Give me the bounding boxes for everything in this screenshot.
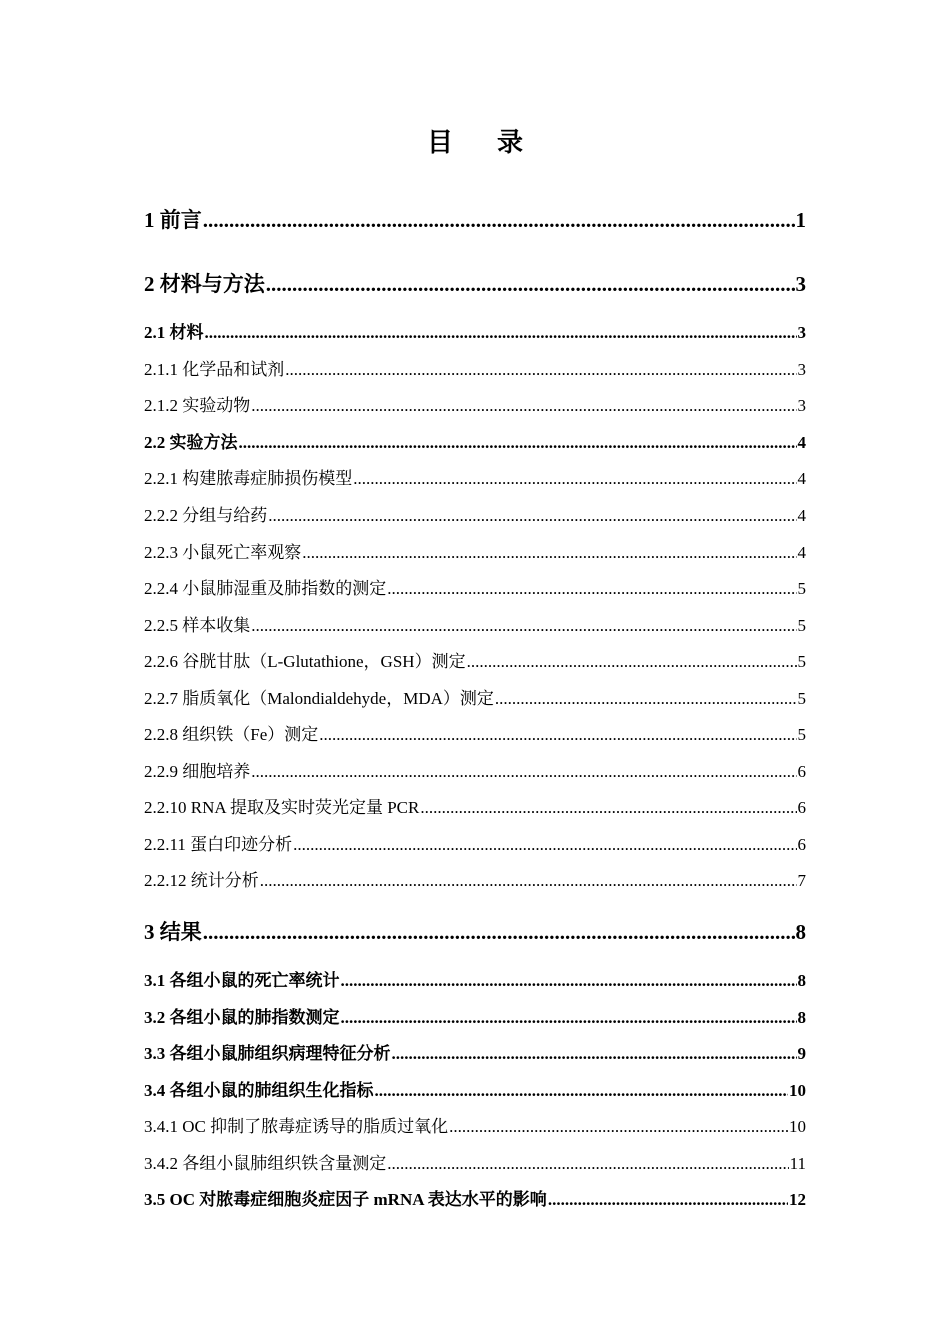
toc-entry[interactable] [144, 916, 806, 946]
toc-entry[interactable] [144, 574, 806, 599]
toc-entry-label: 1 前言 [144, 208, 202, 232]
toc-page-number: 4 [797, 433, 806, 452]
toc-entry[interactable] [144, 318, 806, 343]
toc-page-number: 11 [789, 1154, 806, 1173]
toc-page-number: 5 [797, 616, 806, 635]
toc-page-number: 3 [797, 396, 806, 415]
toc-entry[interactable] [144, 355, 806, 380]
toc-dot-leader [341, 1008, 797, 1028]
toc-dot-leader [319, 725, 796, 745]
toc-page-number: 10 [789, 1081, 806, 1100]
toc-entry[interactable] [144, 268, 806, 298]
toc-entry-label: 2.2.5 样本收集 [144, 616, 251, 635]
toc-dot-leader [302, 543, 796, 563]
toc-entry-label: 2.2.6 谷胱甘肽（L-Glutathione，GSH）测定 [144, 652, 466, 671]
toc-dot-leader [420, 798, 796, 818]
toc-entry-label: 2.2.12 统计分析 [144, 871, 259, 890]
toc-dot-leader [375, 1081, 789, 1101]
toc-entry-label: 3.5 OC 对脓毒症细胞炎症因子 mRNA 表达水平的影响 [144, 1190, 547, 1209]
toc-entry[interactable] [144, 464, 806, 489]
toc-page-number: 1 [795, 208, 806, 232]
toc-page-number: 6 [797, 762, 806, 781]
toc-page-number: 8 [797, 971, 806, 990]
toc-entry-label: 3.4 各组小鼠的肺组织生化指标 [144, 1081, 374, 1100]
toc-entry-label: 3.4.1 OC 抑制了脓毒症诱导的脂质过氧化 [144, 1117, 449, 1136]
toc-dot-leader [251, 762, 796, 782]
toc-page-number: 6 [797, 835, 806, 854]
toc-page-number: 5 [797, 652, 806, 671]
toc-entry[interactable] [144, 538, 806, 563]
toc-entry-label: 2.1.1 化学品和试剂 [144, 360, 285, 379]
toc-entry-label: 3.1 各组小鼠的死亡率统计 [144, 971, 340, 990]
toc-entry[interactable] [144, 647, 806, 672]
toc-title-part2: 录 [497, 128, 524, 157]
toc-entry-label: 2.2.8 组织铁（Fe）测定 [144, 725, 319, 744]
toc-entry[interactable] [144, 1039, 806, 1064]
toc-dot-leader [239, 433, 797, 453]
toc-page-number: 10 [789, 1117, 806, 1136]
toc-entry[interactable] [144, 757, 806, 782]
toc-dot-leader [266, 272, 795, 297]
toc-page-number: 8 [797, 1008, 806, 1027]
toc-page-number: 9 [797, 1044, 806, 1063]
toc-page-number: 5 [797, 725, 806, 744]
toc-dot-leader [251, 616, 796, 636]
toc-entry[interactable] [144, 1185, 806, 1210]
toc-dot-leader [203, 208, 795, 233]
toc-dot-leader [467, 652, 797, 672]
toc-title [0, 122, 950, 159]
toc-entry-label: 3.2 各组小鼠的肺指数测定 [144, 1008, 340, 1027]
toc-dot-leader [495, 689, 797, 709]
toc-entry[interactable] [144, 830, 806, 855]
toc-dot-leader [353, 469, 796, 489]
toc-dot-leader [341, 971, 797, 991]
toc-entry[interactable] [144, 1003, 806, 1028]
toc-entry[interactable] [144, 611, 806, 636]
toc-entry-label: 2.1 材料 [144, 323, 204, 342]
toc-page-number: 4 [797, 543, 806, 562]
toc-entry-label: 2.2.11 蛋白印迹分析 [144, 835, 293, 854]
toc-page-number: 4 [797, 506, 806, 525]
toc-dot-leader [205, 323, 797, 343]
toc-entry-label: 2.2.4 小鼠肺湿重及肺指数的测定 [144, 579, 387, 598]
toc-entry[interactable] [144, 391, 806, 416]
toc-page-number: 12 [789, 1190, 806, 1209]
toc-entry[interactable] [144, 204, 806, 234]
toc-entry-label: 3.3 各组小鼠肺组织病理特征分析 [144, 1044, 391, 1063]
toc-entry[interactable] [144, 501, 806, 526]
toc-entry-label: 2.2.1 构建脓毒症肺损伤模型 [144, 469, 353, 488]
toc-dot-leader [260, 871, 797, 891]
toc-entry-label: 2.2.10 RNA 提取及实时荧光定量 PCR [144, 798, 420, 817]
toc-dot-leader [285, 360, 796, 380]
toc-page-number: 3 [795, 272, 806, 296]
toc-entry-label: 3.4.2 各组小鼠肺组织铁含量测定 [144, 1154, 387, 1173]
toc-page-number: 5 [797, 689, 806, 708]
toc-entry[interactable] [144, 866, 806, 891]
toc-entry-label: 2.2.9 细胞培养 [144, 762, 251, 781]
toc-entry-label: 2.1.2 实验动物 [144, 396, 251, 415]
toc-entry[interactable] [144, 428, 806, 453]
toc-dot-leader [203, 920, 795, 945]
toc-entry-label: 2.2 实验方法 [144, 433, 238, 452]
toc-entry-label: 2.2.3 小鼠死亡率观察 [144, 543, 302, 562]
toc-page-number: 7 [797, 871, 806, 890]
toc-dot-leader [548, 1190, 788, 1210]
toc-dot-leader [387, 579, 796, 599]
toc-dot-leader [392, 1044, 797, 1064]
toc-entry-label: 2 材料与方法 [144, 272, 265, 296]
toc-entry[interactable] [144, 1149, 806, 1174]
toc-page-number: 8 [795, 920, 806, 944]
toc-page-number: 3 [797, 323, 806, 342]
toc-page-number: 3 [797, 360, 806, 379]
toc-entry-label: 2.2.2 分组与给药 [144, 506, 268, 525]
toc-page-number: 4 [797, 469, 806, 488]
toc-entry[interactable] [144, 793, 806, 818]
toc-title-part1: 目 [426, 128, 453, 157]
toc-entry[interactable] [144, 720, 806, 745]
toc-dot-leader [387, 1154, 788, 1174]
toc-page-number: 5 [797, 579, 806, 598]
toc-entry-label: 3 结果 [144, 920, 202, 944]
toc-dot-leader [268, 506, 796, 526]
toc-entry[interactable] [144, 1112, 806, 1137]
toc-dot-leader [449, 1117, 788, 1137]
toc-entry[interactable] [144, 684, 806, 709]
toc-dot-leader [251, 396, 796, 416]
toc-page-number: 6 [797, 798, 806, 817]
toc-dot-leader [293, 835, 796, 855]
toc-entry[interactable] [144, 1076, 806, 1101]
toc-entry[interactable] [144, 966, 806, 991]
toc-entry-label: 2.2.7 脂质氧化（Malondialdehyde，MDA）测定 [144, 689, 494, 708]
